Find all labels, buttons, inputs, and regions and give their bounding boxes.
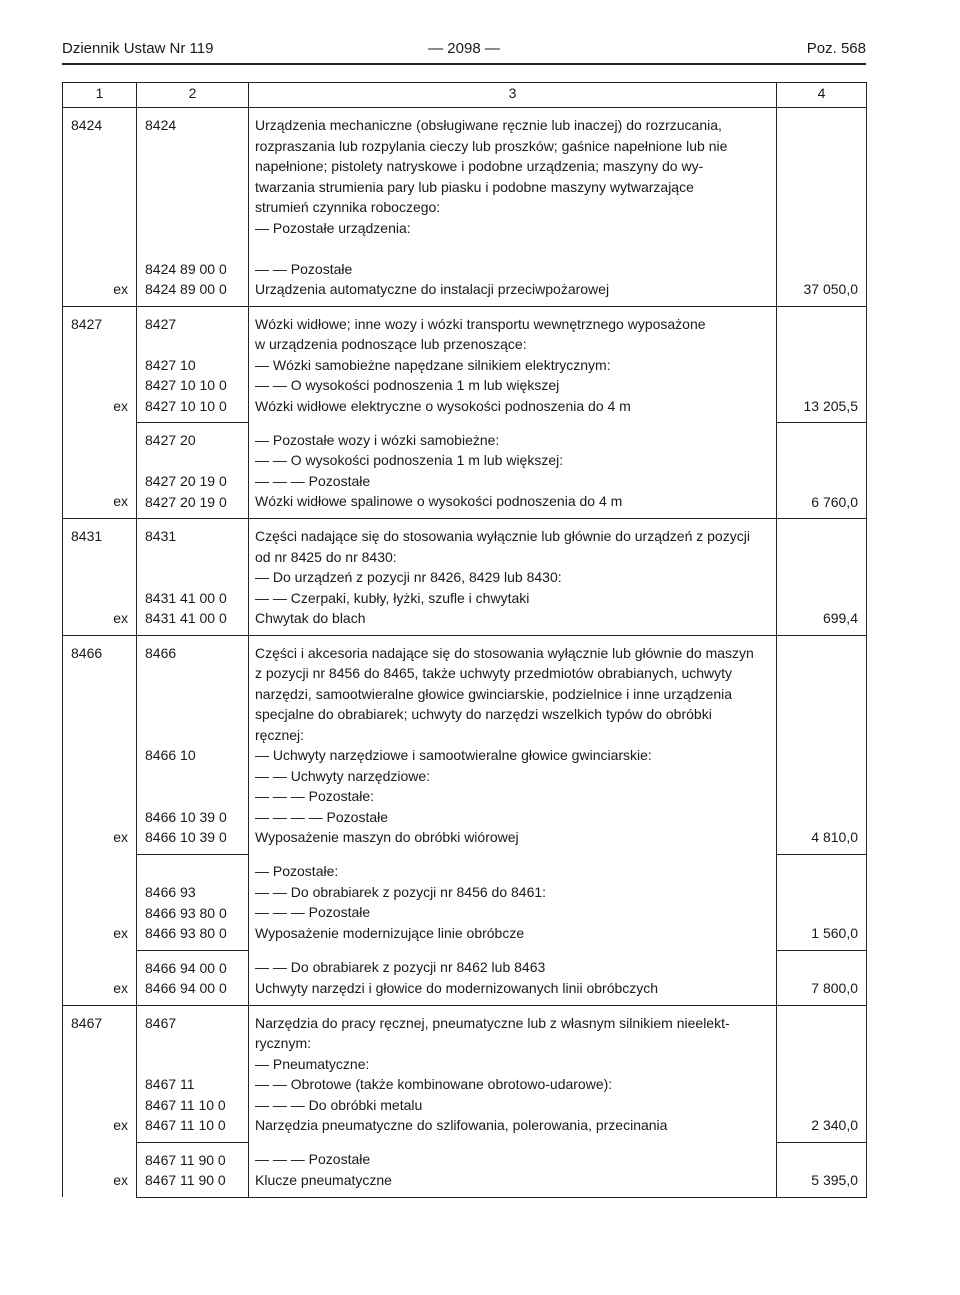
ex-marker [63, 197, 136, 218]
journal-title: Dziennik Ustaw Nr 119 [62, 40, 214, 57]
cn-code-line: 8467 11 90 0 [145, 1151, 226, 1168]
cn-code-cell [137, 1005, 249, 1142]
cn-code-line: 8466 10 [145, 747, 196, 763]
ex-marker: ex [113, 610, 128, 626]
ex-marker [63, 1095, 136, 1116]
ex-marker: ex [113, 1117, 128, 1133]
table-row [63, 950, 867, 1005]
description-line: Wyposażenie maszyn do obróbki wiórowej [255, 829, 519, 845]
value-line [777, 1095, 866, 1116]
cn-code-line: 8424 [145, 117, 177, 133]
description-line: Chwytak do blach [255, 610, 366, 626]
column-header-1: 1 [63, 83, 137, 108]
description-line: — — Do obrabiarek z pozycji nr 8456 do 8461: [255, 883, 547, 900]
ex-marker [63, 766, 136, 787]
description-line: twarzania strumienia pary lub piasku i podobne maszyny wytwarzające [255, 178, 694, 195]
column-header-3: 3 [249, 83, 777, 108]
description-cell [249, 854, 777, 950]
cn-code-line [137, 862, 248, 883]
cn-code-line: 8467 11 10 0 [145, 1117, 226, 1133]
description-line: — Do urządzeń z pozycji nr 8426, 8429 lub 8430: [255, 569, 562, 585]
description-line: — — O wysokości podnoszenia 1 m lub większej: [255, 452, 564, 468]
cn-code-line [137, 567, 248, 588]
cn-code-line [137, 704, 248, 725]
ex-marker [63, 355, 136, 376]
description-line: — — Do obrabiarek z pozycji nr 8462 lub 8463 [255, 959, 546, 975]
ex-marker [63, 725, 136, 746]
value-line [777, 314, 866, 335]
value-line [777, 588, 866, 609]
ex-marker [63, 1149, 136, 1170]
value-line: 13 205,5 [803, 397, 858, 414]
table-row [63, 1005, 867, 1142]
cn-code-line: 8466 94 00 0 [145, 959, 227, 976]
cn-code-line: 8466 93 [145, 884, 196, 900]
ex-marker [63, 807, 136, 828]
value-cell [777, 950, 867, 1005]
heading-cell [63, 108, 137, 307]
description-line: — — Uchwyty narzędziowe: [255, 767, 431, 784]
value-line [777, 1074, 866, 1095]
ex-marker [63, 882, 136, 903]
page-header [62, 40, 866, 64]
cn-code-line: 8466 10 39 0 [145, 808, 227, 825]
description-line: — Pozostałe urządzenia: [255, 219, 411, 236]
ex-marker: ex [113, 281, 128, 297]
value-line [777, 567, 866, 588]
description-line: rozpraszania lub rozpylania cieczy lub proszków; gaśnice napełnione lub nie [255, 137, 728, 154]
value-line [777, 471, 866, 492]
value-line [777, 663, 866, 684]
description-line: Wózki widłowe spalinowe o wysokości podnoszenia do 4 m [255, 493, 623, 509]
cn-code-cell [137, 519, 249, 636]
value-cell [777, 854, 867, 950]
cn-code-line [137, 156, 248, 177]
value-line [777, 451, 866, 472]
description-line: — — — Pozostałe [255, 472, 371, 489]
tariff-table [62, 82, 867, 1198]
ex-marker [63, 136, 136, 157]
description-line: — — — Pozostałe [255, 1151, 371, 1167]
ex-marker: ex [113, 979, 128, 996]
table-row [63, 1142, 867, 1197]
ex-marker [63, 430, 136, 451]
value-line [777, 197, 866, 218]
value-cell [777, 423, 867, 519]
ex-marker: ex [113, 829, 128, 845]
description-line: Urządzenia automatyczne do instalacji przeciwpożarowej [255, 281, 610, 297]
value-line [777, 430, 866, 451]
description-line: narzędzi, samootwieralne głowice gwinciarskie, podzielnice i inne urządzenia [255, 685, 733, 702]
ex-marker [63, 786, 136, 807]
ex-marker: ex [113, 397, 128, 414]
ex-marker: ex [113, 1171, 128, 1188]
value-line [777, 259, 866, 280]
value-cell [777, 1005, 867, 1142]
cn-code-line: 8427 20 [145, 432, 196, 448]
value-cell [777, 519, 867, 636]
description-line: — — Pozostałe [255, 260, 353, 277]
cn-code-line [137, 451, 248, 472]
description-cell [249, 1005, 777, 1142]
table-row [63, 423, 867, 519]
value-line [777, 786, 866, 807]
value-line [777, 766, 866, 787]
cn-code-line: 8467 11 90 0 [145, 1172, 226, 1188]
ex-marker [63, 334, 136, 355]
cn-code-line: 8424 89 00 0 [145, 281, 227, 297]
cn-code-line: 8466 [145, 644, 177, 661]
value-line [777, 958, 866, 979]
cn-code-line: 8427 10 10 0 [145, 377, 227, 393]
cn-code-line: 8427 10 10 0 [145, 397, 227, 414]
description-line: specjalne do obrabiarek; uchwyty do narzędzi wszelkich typów do obróbki [255, 706, 712, 722]
value-line [777, 1033, 866, 1054]
description-line: od nr 8425 do nr 8430: [255, 548, 397, 565]
value-line: 6 760,0 [811, 493, 858, 510]
value-cell [777, 635, 867, 854]
value-line: 1 560,0 [811, 925, 858, 941]
heading-cell [63, 950, 137, 1005]
value-cell [777, 108, 867, 307]
cn-code-line: 8467 [145, 1014, 177, 1031]
cn-code-line [137, 725, 248, 746]
ex-marker [63, 663, 136, 684]
value-line: 37 050,0 [803, 281, 858, 297]
cn-code-line [137, 786, 248, 807]
ex-marker [63, 450, 136, 471]
ex-marker [63, 1074, 136, 1095]
cn-code-line [137, 1033, 248, 1054]
value-line [777, 375, 866, 396]
ex-marker [63, 1054, 136, 1075]
cn-code-cell [137, 306, 249, 423]
table-row [63, 108, 867, 307]
table-header-row [63, 83, 867, 108]
cn-code-line [137, 684, 248, 705]
ex-marker [63, 745, 136, 766]
ex-marker: ex [113, 493, 128, 509]
table-row [63, 306, 867, 423]
cn-code-line: 8427 10 [145, 356, 196, 373]
cn-code-line [137, 334, 248, 355]
description-line [249, 238, 776, 259]
value-line [777, 238, 866, 259]
value-line: 7 800,0 [811, 980, 858, 996]
description-cell [249, 108, 777, 307]
description-line: — — Obrotowe (także kombinowane obrotowo-udarowe): [255, 1076, 613, 1092]
description-cell [249, 306, 777, 423]
ex-marker [63, 704, 136, 725]
description-line: z pozycji nr 8456 do 8465, także uchwyty przedmiotów obrabianych, uchwyty [255, 665, 733, 681]
ex-marker [63, 375, 136, 396]
description-line: Wózki widłowe; inne wozy i wózki transportu wewnętrznego wyposażone [255, 315, 706, 332]
description-line: napełnione; pistolety natryskowe i podobne urządzenia; maszyny do wy- [255, 158, 704, 174]
description-line: — — — — Pozostałe [255, 808, 389, 825]
description-line: — — O wysokości podnoszenia 1 m lub większej [255, 377, 560, 393]
cn-code-cell [137, 950, 249, 1005]
table-row [63, 519, 867, 636]
value-line [777, 684, 866, 705]
description-line: Klucze pneumatyczne [255, 1171, 392, 1188]
value-line [777, 1054, 866, 1075]
heading-cell [63, 306, 137, 423]
cn-code-line: 8431 41 00 0 [145, 610, 227, 626]
value-line [777, 807, 866, 828]
heading-cell [63, 1142, 137, 1197]
value-line [777, 218, 866, 239]
table-row [63, 854, 867, 950]
description-line: Uchwyty narzędzi i głowice do modernizowanych linii obróbczych [255, 979, 659, 996]
description-cell [249, 635, 777, 854]
ex-marker [63, 861, 136, 882]
position-number: Poz. 568 [806, 40, 866, 57]
cn-code-line: 8466 93 80 0 [145, 925, 227, 941]
heading-cell [63, 423, 137, 519]
cn-code-cell [137, 1142, 249, 1197]
ex-marker [63, 547, 136, 568]
description-line: rycznym: [255, 1035, 311, 1051]
description-line: w urządzenia podnoszące lub przenoszące: [255, 336, 527, 352]
cn-code-line: 8431 [145, 528, 177, 544]
cn-code-line: 8427 20 19 0 [145, 493, 227, 510]
cn-code-line [137, 663, 248, 684]
cn-code-line: 8466 93 80 0 [145, 904, 227, 921]
value-line: 2 340,0 [811, 1117, 858, 1133]
cn-code-line: 8466 10 39 0 [145, 829, 227, 845]
value-line [777, 704, 866, 725]
value-line [777, 1013, 866, 1034]
table-body [63, 108, 867, 1198]
heading-cell [63, 854, 137, 950]
value-cell [777, 1142, 867, 1197]
description-cell [249, 1142, 777, 1197]
column-header-2: 2 [137, 83, 249, 108]
description-line: — — — Do obróbki metalu [255, 1096, 423, 1113]
ex-marker [63, 902, 136, 923]
cn-code-cell [137, 854, 249, 950]
table-row [63, 635, 867, 854]
heading-code: 8431 [71, 528, 103, 544]
description-line: Narzędzia do pracy ręcznej, pneumatyczne lub z własnym silnikiem nieelekt- [255, 1014, 730, 1031]
description-line: strumień czynnika roboczego: [255, 199, 441, 215]
description-cell [249, 519, 777, 636]
ex-marker [63, 957, 136, 978]
page-number: — 2098 — [428, 40, 500, 57]
description-line: Części i akcesoria nadające się do stosowania wyłącznie lub głównie do maszyn [255, 644, 754, 661]
value-line [777, 1150, 866, 1171]
heading-cell [63, 1005, 137, 1142]
value-line [777, 903, 866, 924]
description-line: Narzędzia pneumatyczne do szlifowania, polerowania, przecinania [255, 1117, 668, 1133]
cn-code-cell [137, 108, 249, 307]
ex-marker [63, 156, 136, 177]
value-line [777, 177, 866, 198]
value-line [777, 115, 866, 136]
cn-code-cell [137, 423, 249, 519]
ex-marker [63, 567, 136, 588]
cn-code-line [137, 238, 248, 259]
ex-marker [63, 1033, 136, 1054]
cn-code-line [137, 218, 248, 239]
cn-code-line: 8467 11 [145, 1076, 195, 1092]
value-cell [777, 306, 867, 423]
cn-code-line: 8424 89 00 0 [145, 260, 227, 277]
cn-code-line: 8427 20 19 0 [145, 473, 227, 489]
cn-code-line [137, 547, 248, 568]
value-line [777, 355, 866, 376]
cn-code-line: 8466 94 00 0 [145, 980, 227, 996]
description-line: ręcznej: [255, 726, 305, 743]
description-line: Części nadające się do stosowania wyłącznie lub głównie do urządzeń z pozycji [255, 528, 750, 544]
value-line [777, 643, 866, 664]
ex-marker [63, 471, 136, 492]
heading-cell [63, 635, 137, 854]
heading-code: 8424 [71, 117, 103, 133]
ex-marker [63, 177, 136, 198]
description-line: — Pozostałe wozy i wózki samobieżne: [255, 431, 500, 448]
value-line [777, 725, 866, 746]
cn-code-line: 8431 41 00 0 [145, 589, 227, 606]
ex-marker: ex [113, 924, 128, 941]
description-cell [249, 950, 777, 1005]
value-line [777, 526, 866, 547]
cn-code-line [137, 1054, 248, 1075]
value-line: 4 810,0 [811, 829, 858, 845]
ex-marker [63, 238, 136, 259]
heading-code: 8427 [71, 315, 103, 332]
description-line: Wózki widłowe elektryczne o wysokości podnoszenia do 4 m [255, 397, 631, 414]
description-line: — — — Pozostałe [255, 904, 371, 920]
description-line: Wyposażenie modernizujące linie obróbcze [255, 924, 525, 941]
value-line [777, 136, 866, 157]
value-line [777, 156, 866, 177]
description-line: — Pozostałe: [255, 863, 339, 879]
cn-code-line [137, 177, 248, 198]
ex-marker [63, 218, 136, 239]
value-line [777, 334, 866, 355]
cn-code-line: 8467 11 10 0 [145, 1096, 226, 1113]
ex-marker [63, 684, 136, 705]
description-cell [249, 423, 777, 519]
cn-code-line [137, 766, 248, 787]
ex-marker [63, 588, 136, 609]
value-line [777, 745, 866, 766]
description-line: Urządzenia mechaniczne (obsługiwane ręcznie lub inaczej) do rozrzucania, [255, 117, 722, 133]
value-line [777, 547, 866, 568]
value-line: 699,4 [822, 610, 858, 626]
description-line: — Wózki samobieżne napędzane silnikiem elektrycznym: [255, 356, 611, 373]
description-line: — — — Pozostałe: [255, 788, 375, 804]
description-line: — Uchwyty narzędziowe i samootwieralne głowice gwinciarskie: [255, 747, 652, 763]
heading-cell [63, 519, 137, 636]
cn-code-line: 8427 [145, 315, 177, 332]
cn-code-cell [137, 635, 249, 854]
ex-marker [63, 259, 136, 280]
value-line [777, 882, 866, 903]
header-rule [62, 63, 866, 65]
description-line: — Pneumatyczne: [255, 1055, 370, 1072]
cn-code-line [137, 136, 248, 157]
description-line: — — Czerpaki, kubły, łyżki, szufle i chwytaki [255, 589, 530, 606]
column-header-4: 4 [777, 83, 867, 108]
heading-code: 8467 [71, 1014, 103, 1031]
value-line [777, 862, 866, 883]
cn-code-line [137, 197, 248, 218]
heading-code: 8466 [71, 644, 103, 661]
value-line: 5 395,0 [811, 1172, 858, 1188]
